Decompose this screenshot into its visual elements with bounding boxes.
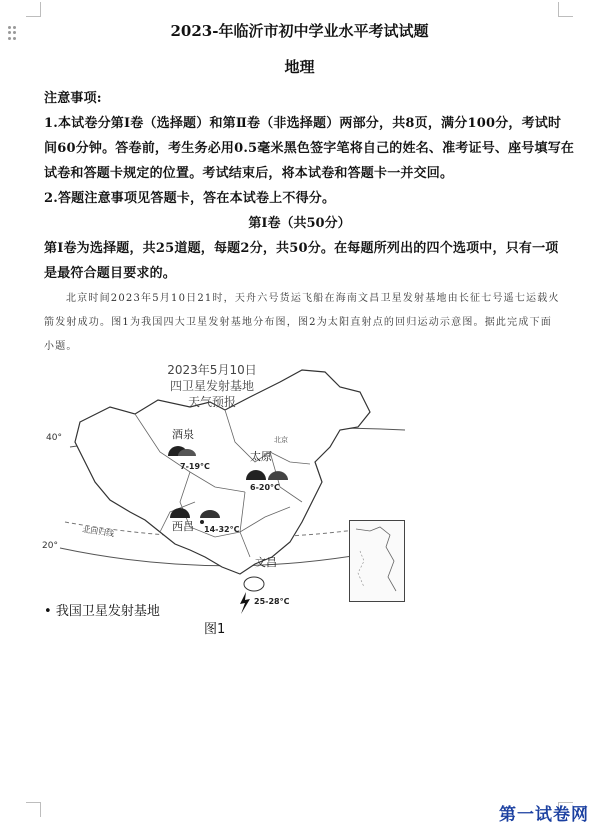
map-title-line: 四卫星发射基地 — [169, 379, 255, 393]
watermark-logo: 第一试卷网 — [499, 805, 589, 825]
legend-bullet-icon: • — [44, 604, 52, 619]
site-dot — [200, 520, 204, 524]
corner-mark — [26, 802, 41, 817]
subject-title: 地理 — [284, 58, 315, 76]
notice-line: 试卷和答题卡规定的位置。考试结束后，将本试卷和答题卡一并交回。 — [44, 166, 454, 181]
passage-line: 箭发射成功。图1为我国四大卫星发射基地分布图，图2为太阳直射点的回归运动示意图。据此完成下面 — [44, 317, 552, 328]
notice-heading: 注意事项: — [44, 91, 102, 106]
site-name-jiuquan: 酒泉 — [172, 428, 194, 441]
site-name-wenchang: 文昌 — [255, 556, 277, 569]
site-temp: 14-32°C — [204, 525, 240, 534]
lightning-icon — [240, 592, 250, 614]
map-title-line: 2023年5月10日 — [167, 363, 257, 377]
site-name-taiyuan: 太原 — [250, 450, 272, 463]
map-title-line: 天气预报 — [187, 395, 237, 409]
notice-line: 间60分钟。答卷前，考生务必用0.5毫米黑色签字笔将自己的姓名、准考证号、座号填写在 — [44, 141, 575, 156]
site-name-xichang: 西昌 — [172, 520, 194, 533]
legend-label: 我国卫星发射基地 — [55, 604, 160, 619]
latitude-20-label: 20° — [42, 541, 58, 551]
section-desc: 第Ⅰ卷为选择题，共25道题，每题2分，共50分。在每题所列出的四个选项中，只有一项 — [44, 241, 559, 256]
hainan-island — [244, 577, 264, 591]
passage-line: 北京时间2023年5月10日21时，天舟六号货运飞船在海南文昌卫星发射基地由长征七号遥七运载火 — [66, 293, 560, 304]
passage-line: 小题。 — [44, 341, 78, 352]
notice-line: 2.答题注意事项见答题卡，答在本试卷上不得分。 — [44, 191, 336, 206]
section-title: 第Ⅰ卷（共50分） — [248, 216, 351, 231]
site-temp: 6-20°C — [250, 483, 280, 492]
corner-mark — [558, 2, 573, 17]
corner-mark — [26, 2, 41, 17]
tropic-label: 北回归线 — [81, 525, 115, 539]
site-temp: 7-19°C — [180, 462, 210, 471]
south-china-sea-inset — [349, 520, 405, 602]
inset-map — [350, 521, 404, 601]
exam-title: 2023-年临沂市初中学业水平考试试题 — [170, 22, 429, 40]
site-temp: 25-28°C — [254, 597, 290, 606]
beijing-label: 北京 — [274, 436, 288, 444]
latitude-40-label: 40° — [46, 433, 62, 443]
section-desc: 是最符合题目要求的。 — [44, 266, 177, 281]
notice-line: 1.本试卷分第Ⅰ卷（选择题）和第Ⅱ卷（非选择题）两部分，共8页，满分100分，考试时 — [44, 116, 562, 131]
figure-caption: 图1 — [204, 622, 226, 637]
map-legend — [44, 600, 160, 619]
